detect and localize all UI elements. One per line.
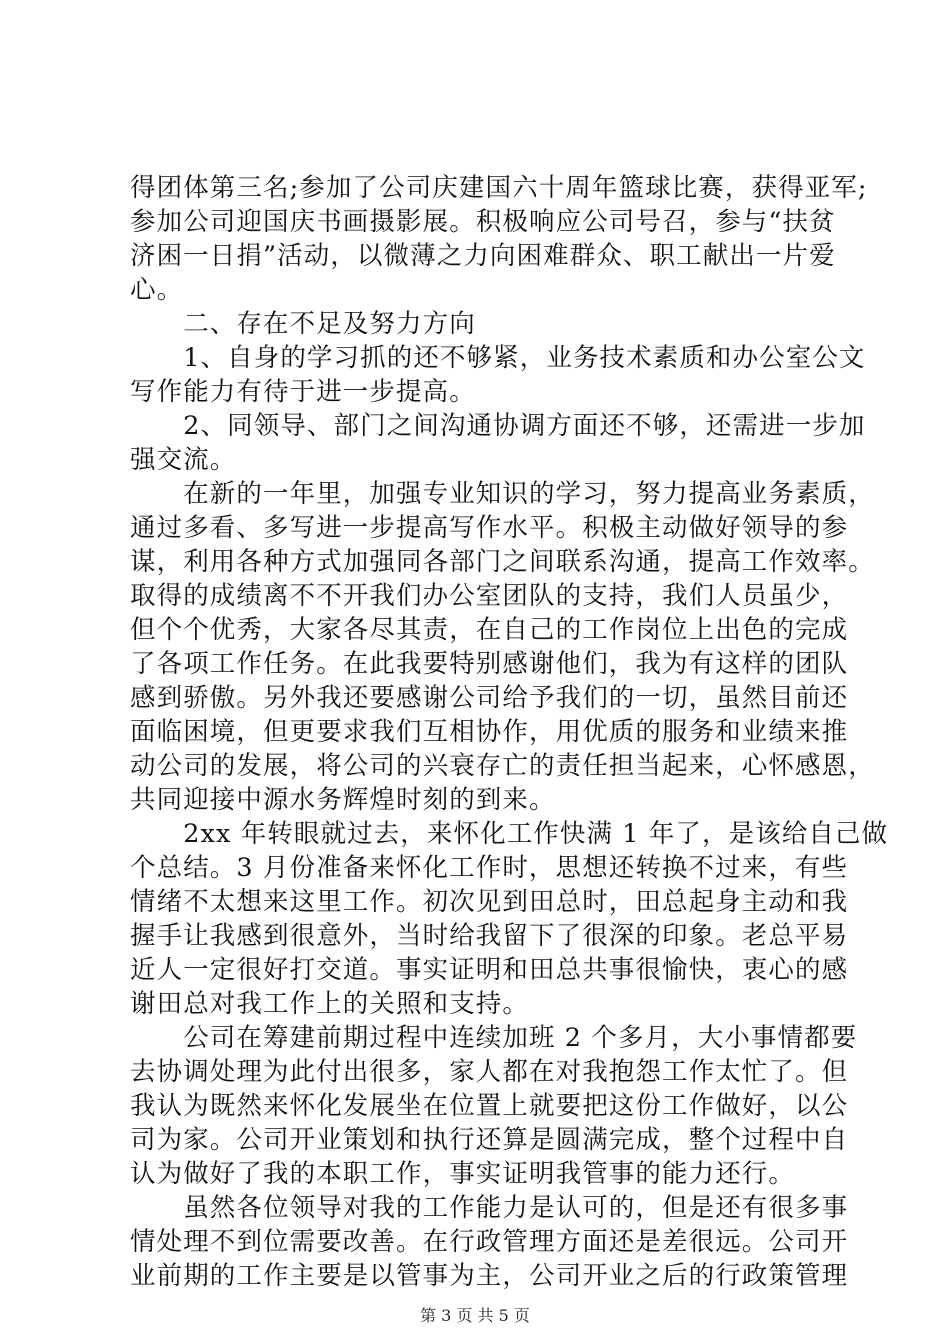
text-line: 得团体第三名;参加了公司庆建国六十周年篮球比赛，获得亚军; bbox=[130, 173, 868, 203]
text-line: 情绪不太想来这里工作。初次见到田总时，田总起身主动和我 bbox=[130, 887, 849, 917]
text-line: 认为做好了我的本职工作，事实证明我管事的能力还行。 bbox=[130, 1159, 796, 1189]
text-line: 动公司的发展，将公司的兴衰存亡的责任担当起来，心怀感恩， bbox=[130, 751, 875, 781]
text-line: 2、同领导、部门之间沟通协调方面还不够，还需进一步加 bbox=[130, 411, 866, 441]
text-line: 握手让我感到很意外，当时给我留下了很深的印象。老总平易 bbox=[130, 921, 849, 951]
text-line: 去协调处理为此付出很多，家人都在对我抱怨工作太忙了。但 bbox=[130, 1057, 849, 1087]
text-line: 济困一日捐”活动，以微薄之力向困难群众、职工献出一片爱 bbox=[130, 241, 836, 271]
page-number-footer: 第 3 页 共 5 页 bbox=[420, 1306, 530, 1325]
text-line: 面临困境，但更要求我们互相协作，用优质的服务和业绩来推 bbox=[130, 717, 849, 747]
text-line: 近人一定很好打交道。事实证明和田总共事很愉快，衷心的感 bbox=[130, 955, 849, 985]
section-heading: 二、存在不足及努力方向 bbox=[130, 309, 476, 339]
text-line: 谋，利用各种方式加强同各部门之间联系沟通，提高工作效率。 bbox=[130, 547, 875, 577]
text-line: 了各项工作任务。在此我要特别感谢他们，我为有这样的团队 bbox=[130, 649, 849, 679]
text-line: 感到骄傲。另外我还要感谢公司给予我们的一切，虽然目前还 bbox=[130, 683, 849, 713]
text-line: 个总结。3 月份准备来怀化工作时，思想还转换不过来，有些 bbox=[130, 853, 849, 883]
text-line: 1、自身的学习抓的还不够紧，业务技术素质和办公室公文 bbox=[130, 343, 866, 373]
text-line: 业前期的工作主要是以管事为主，公司开业之后的行政策管理 bbox=[130, 1261, 849, 1291]
text-line: 但个个优秀，大家各尽其责，在自己的工作岗位上出色的完成 bbox=[130, 615, 849, 645]
text-line: 通过多看、多写进一步提高写作水平。积极主动做好领导的参 bbox=[130, 513, 849, 543]
text-line: 在新的一年里，加强专业知识的学习，努力提高业务素质， bbox=[130, 479, 875, 509]
text-line: 司为家。公司开业策划和执行还算是圆满完成，整个过程中自 bbox=[130, 1125, 849, 1155]
text-line: 情处理不到位需要改善。在行政管理方面还是差很远。公司开 bbox=[130, 1227, 849, 1257]
text-line: 参加公司迎国庆书画摄影展。积极响应公司号召，参与“扶贫 bbox=[130, 207, 836, 237]
text-line: 取得的成绩离不不开我们办公室团队的支持，我们人员虽少， bbox=[130, 581, 849, 611]
text-line: 2xx 年转眼就过去，来怀化工作快满 1 年了，是该给自己做 bbox=[130, 819, 889, 849]
text-line: 虽然各位领导对我的工作能力是认可的，但是还有很多事 bbox=[130, 1193, 849, 1223]
text-line: 共同迎接中源水务辉煌时刻的到来。 bbox=[130, 785, 556, 815]
text-line: 写作能力有待于进一步提高。 bbox=[130, 377, 476, 407]
text-line: 强交流。 bbox=[130, 445, 237, 475]
text-line: 公司在筹建前期过程中连续加班 2 个多月，大小事情都要 bbox=[130, 1023, 858, 1053]
text-line: 心。 bbox=[130, 275, 184, 305]
text-line: 谢田总对我工作上的关照和支持。 bbox=[130, 989, 530, 1019]
text-line: 我认为既然来怀化发展坐在位置上就要把这份工作做好，以公 bbox=[130, 1091, 849, 1121]
